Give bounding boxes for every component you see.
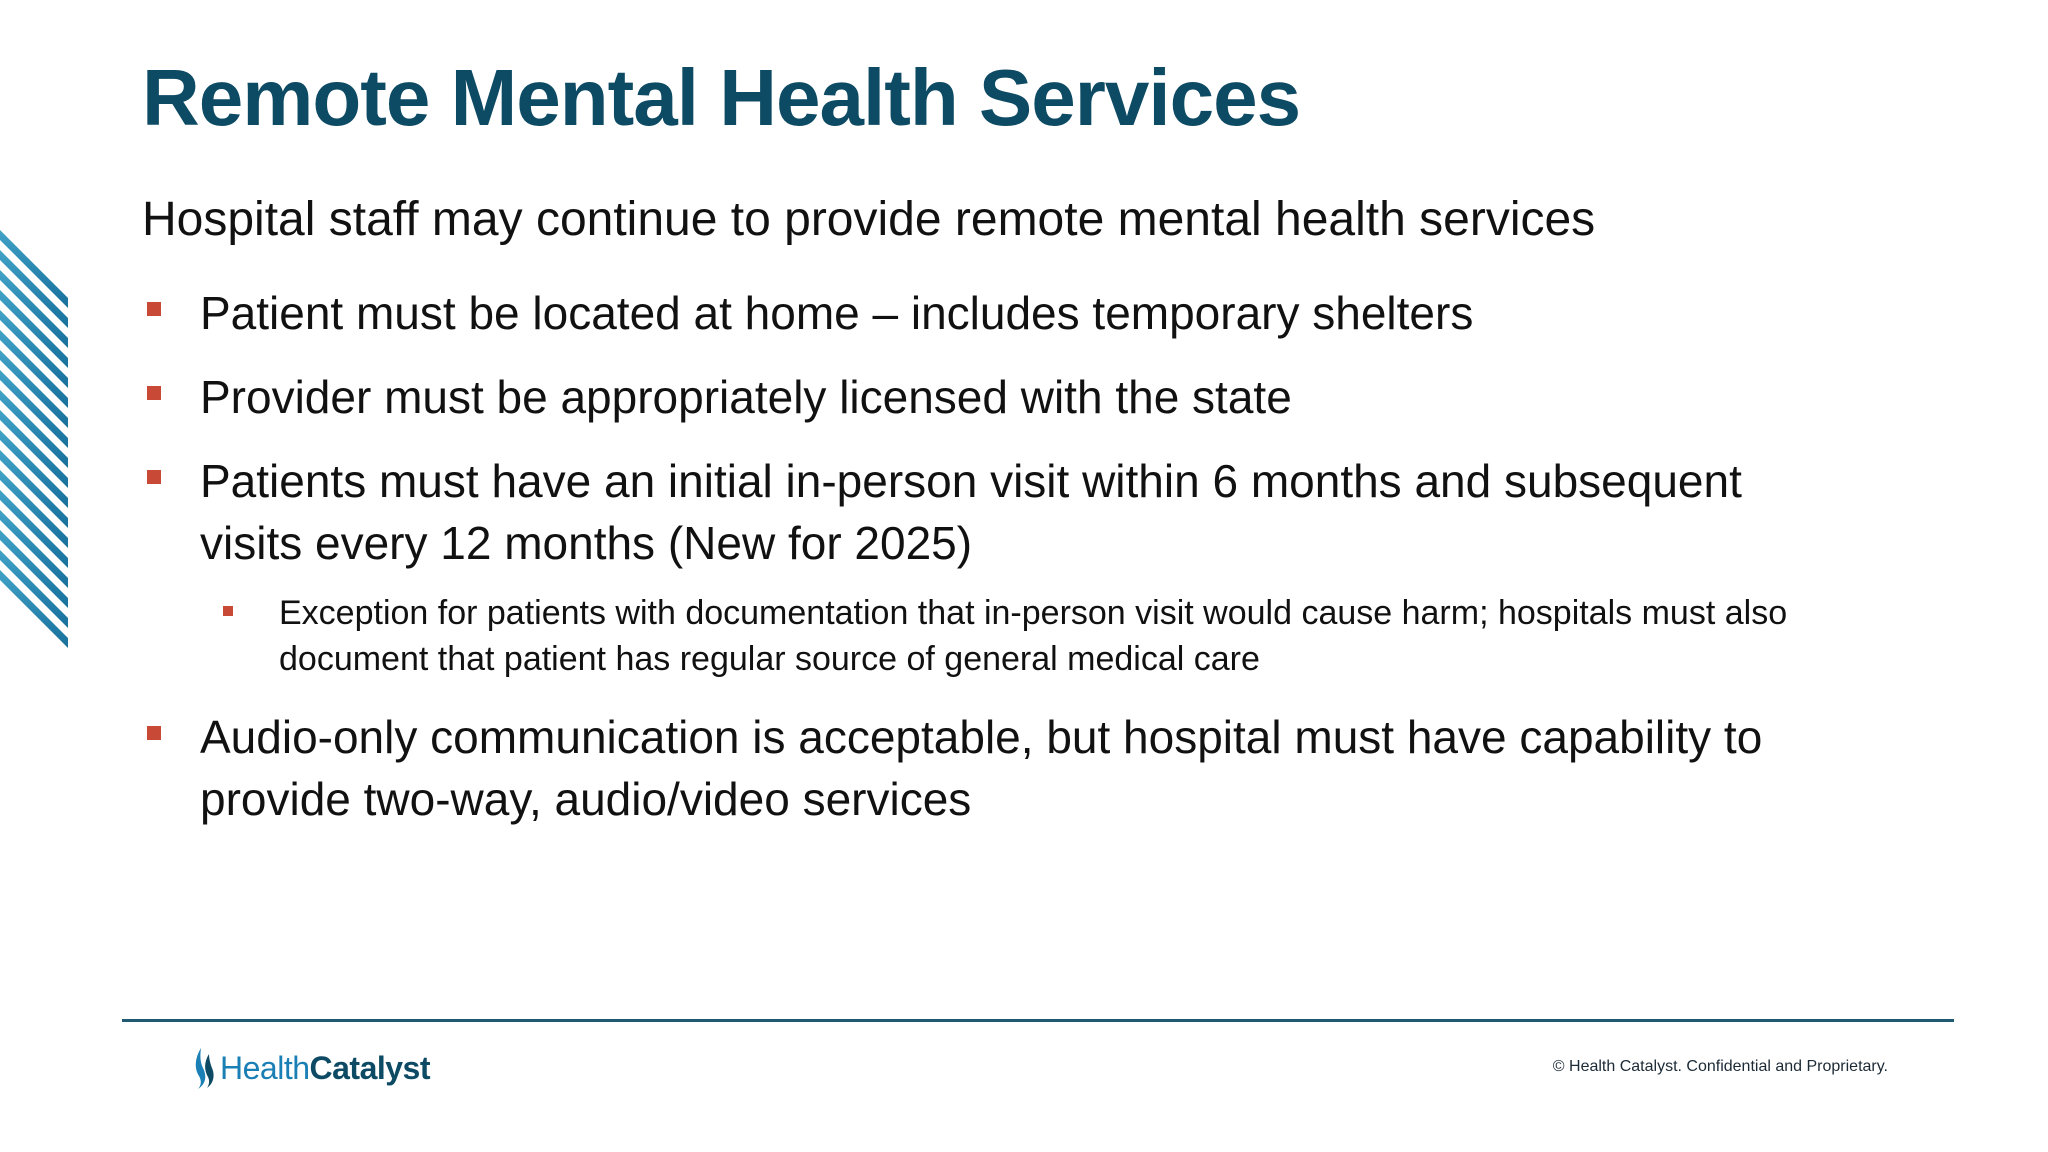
flame-logo-icon: [192, 1046, 216, 1090]
diagonal-stripes-icon: [0, 215, 68, 655]
bullet-text: provide two-way, audio/video services: [200, 773, 972, 825]
sub-bullet-text: Exception for patients with documentation that in-person visit would cause harm; hospitals must also: [279, 594, 1788, 632]
bullet-text: Patients must have an initial in-person visit within 6 months and subsequent: [200, 455, 1742, 507]
bullet-marker-icon: [147, 386, 161, 400]
bullet-marker-icon: [147, 726, 161, 740]
sub-bullet-item: [279, 590, 1899, 682]
bullet-text: Audio-only communication is acceptable, but hospital must have capability to: [200, 711, 1763, 763]
bullet-item: [200, 282, 1880, 344]
sub-bullet-text: document that patient has regular source of general medical care: [279, 640, 1260, 678]
slide-title: Remote Mental Health Services: [142, 53, 1301, 142]
bullet-text: Provider must be appropriately licensed with the state: [200, 371, 1292, 423]
intro-text: Hospital staff may continue to provide remote mental health services: [142, 193, 1596, 246]
bullet-text: Patient must be located at home – includes temporary shelters: [200, 287, 1474, 339]
copyright-notice: © Health Catalyst. Confidential and Proprietary.: [1552, 1058, 1888, 1075]
bullet-item: [200, 450, 1880, 574]
bullet-item: [200, 366, 1880, 428]
bullet-marker-icon: [147, 302, 161, 316]
bullet-text: visits every 12 months (New for 2025): [200, 517, 973, 569]
bullet-marker-icon: [147, 470, 161, 484]
logo-text-catalyst: Catalyst: [309, 1049, 430, 1086]
footer-divider: [122, 1019, 1954, 1022]
sub-bullet-marker-icon: [223, 606, 233, 616]
logo-text-health: Health: [220, 1049, 310, 1086]
bullet-item: [200, 706, 1880, 830]
health-catalyst-logo: [192, 1046, 430, 1090]
